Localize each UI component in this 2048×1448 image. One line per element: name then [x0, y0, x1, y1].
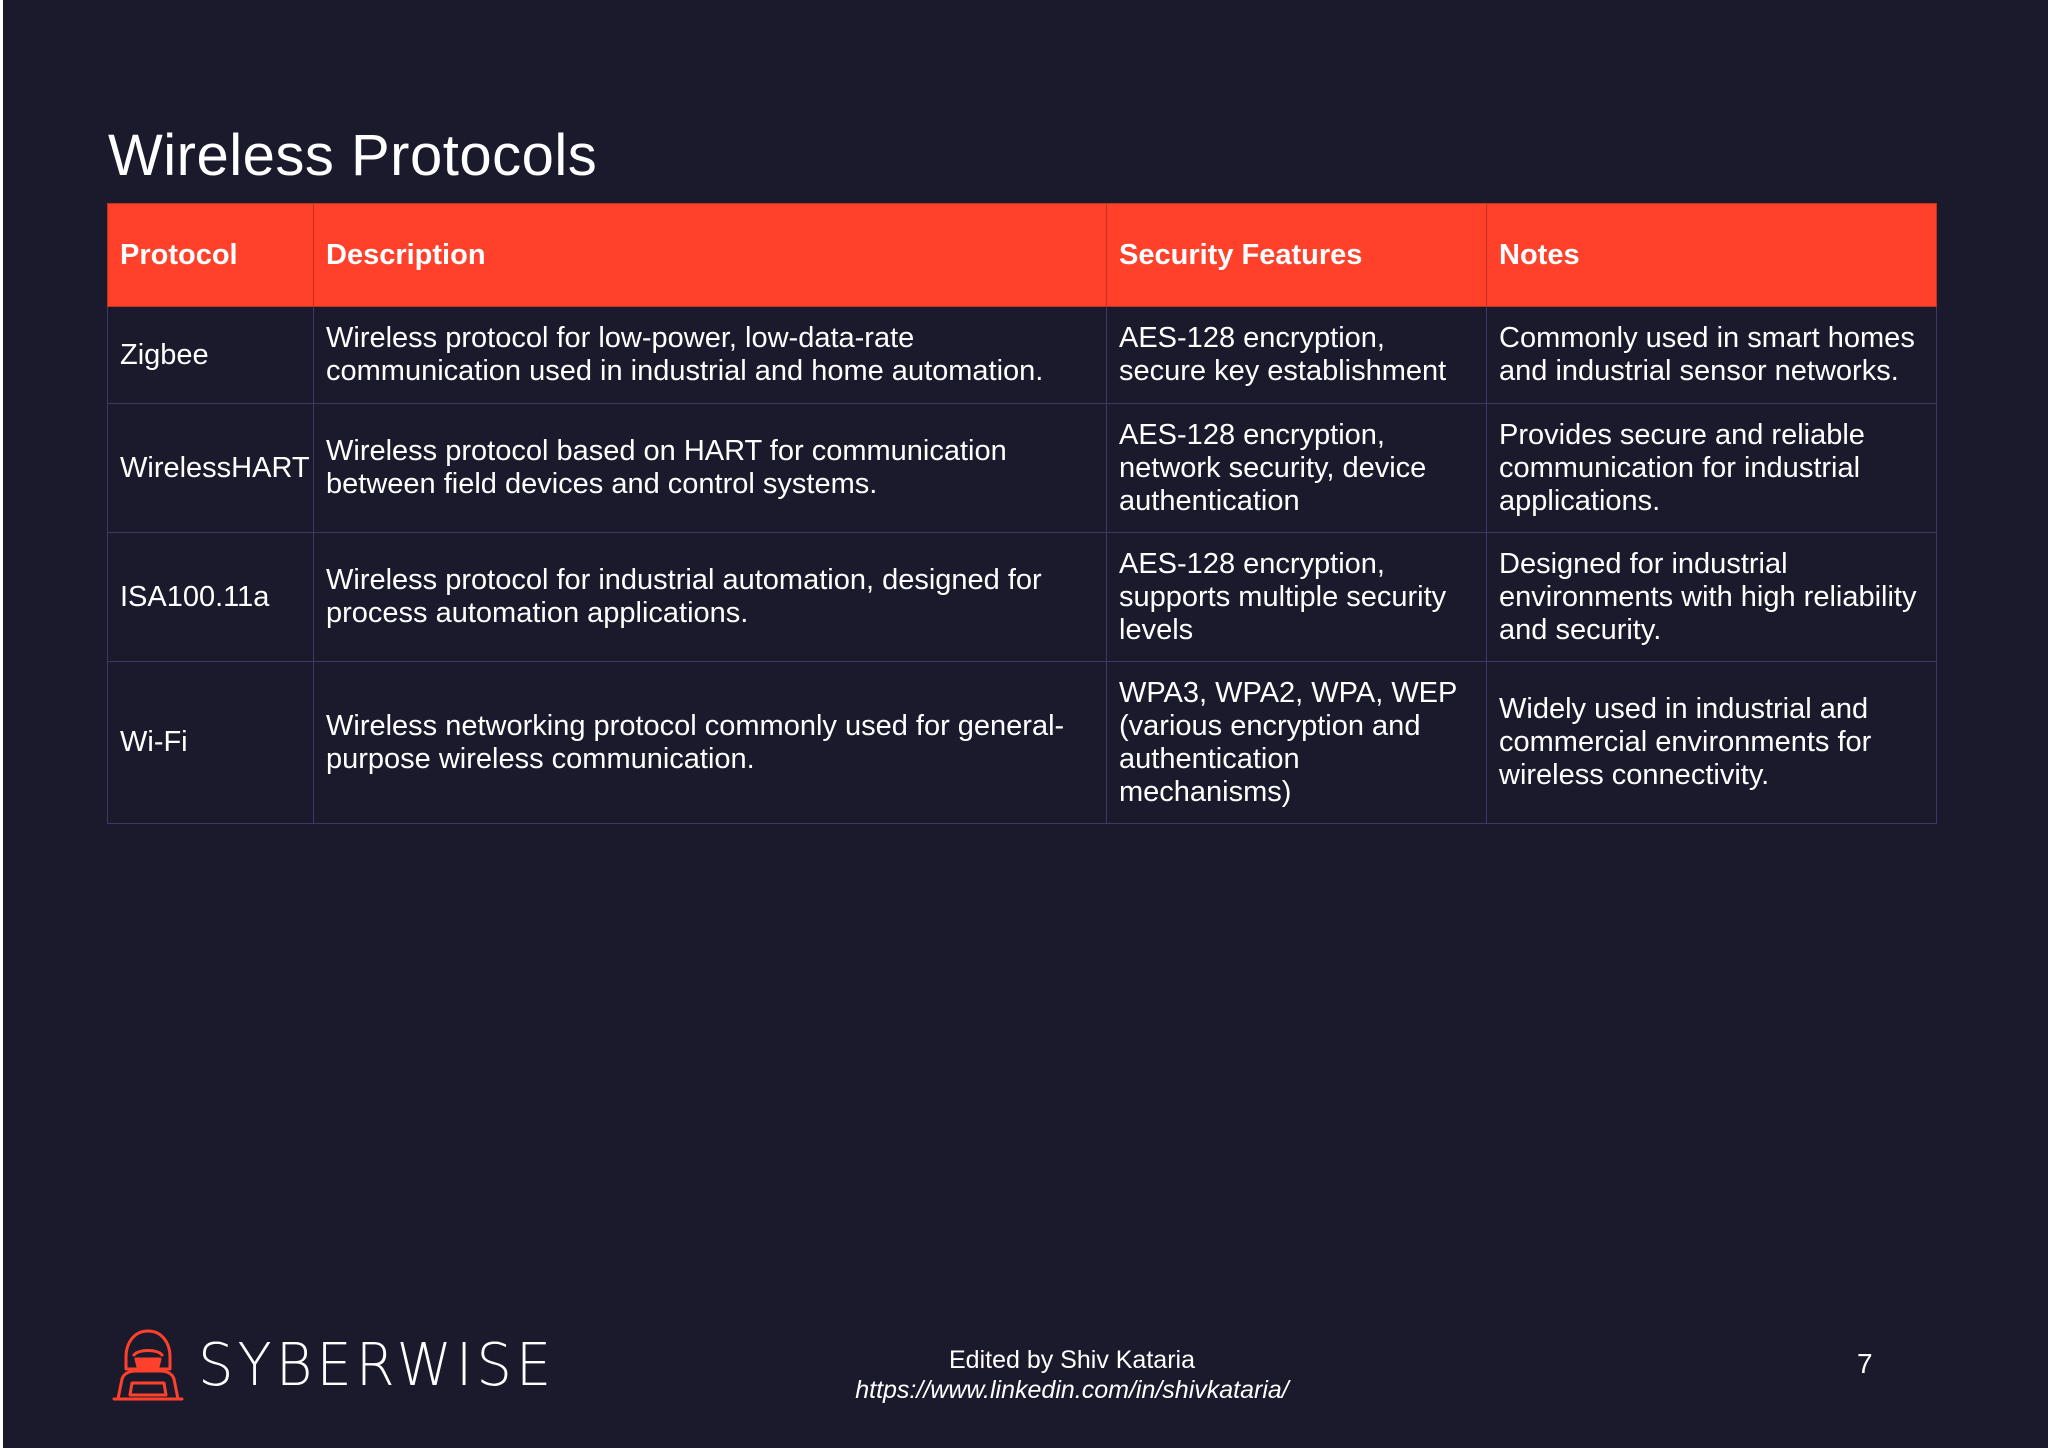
header-security-features: Security Features [1107, 204, 1487, 307]
header-protocol: Protocol [108, 204, 314, 307]
cell-description: Wireless protocol for industrial automation, designed for process automation applications. [314, 533, 1107, 662]
edited-by-text: Edited by Shiv Kataria [949, 1346, 1195, 1374]
header-notes: Notes [1487, 204, 1937, 307]
cell-security-features: AES-128 encryption, secure key establishment [1107, 307, 1487, 404]
table-header-row [108, 204, 1937, 307]
linkedin-link[interactable]: https://www.linkedin.com/in/shivkataria/ [855, 1376, 1289, 1404]
footer-credits [0, 1345, 2048, 1405]
cell-description: Wireless protocol based on HART for communication between field devices and control systems. [314, 404, 1107, 533]
cell-description: Wireless networking protocol commonly used for general-purpose wireless communication. [314, 662, 1107, 824]
header-description: Description [314, 204, 1107, 307]
table-row [108, 662, 1937, 824]
table-row [108, 307, 1937, 404]
cell-description: Wireless protocol for low-power, low-data-rate communication used in industrial and home automation. [314, 307, 1107, 404]
cell-notes: Widely used in industrial and commercial environments for wireless connectivity. [1487, 662, 1937, 824]
cell-security-features: AES-128 encryption, network security, device authentication [1107, 404, 1487, 533]
cell-protocol: WirelessHART [108, 404, 314, 533]
cell-protocol: Wi-Fi [108, 662, 314, 824]
cell-security-features: AES-128 encryption, supports multiple security levels [1107, 533, 1487, 662]
cell-notes: Commonly used in smart homes and industrial sensor networks. [1487, 307, 1937, 404]
cell-protocol: Zigbee [108, 307, 314, 404]
protocols-table [107, 203, 1937, 824]
page-number: 7 [1857, 1348, 1873, 1379]
cell-notes: Provides secure and reliable communication for industrial applications. [1487, 404, 1937, 533]
brand-name: SYBERWISE [198, 1330, 556, 1400]
cell-protocol: ISA100.11a [108, 533, 314, 662]
cell-security-features: WPA3, WPA2, WPA, WEP (various encryption and authentication mechanisms) [1107, 662, 1487, 824]
table-row [108, 533, 1937, 662]
table-row [108, 404, 1937, 533]
cell-notes: Designed for industrial environments with high reliability and security. [1487, 533, 1937, 662]
slide-title: Wireless Protocols [108, 123, 598, 188]
